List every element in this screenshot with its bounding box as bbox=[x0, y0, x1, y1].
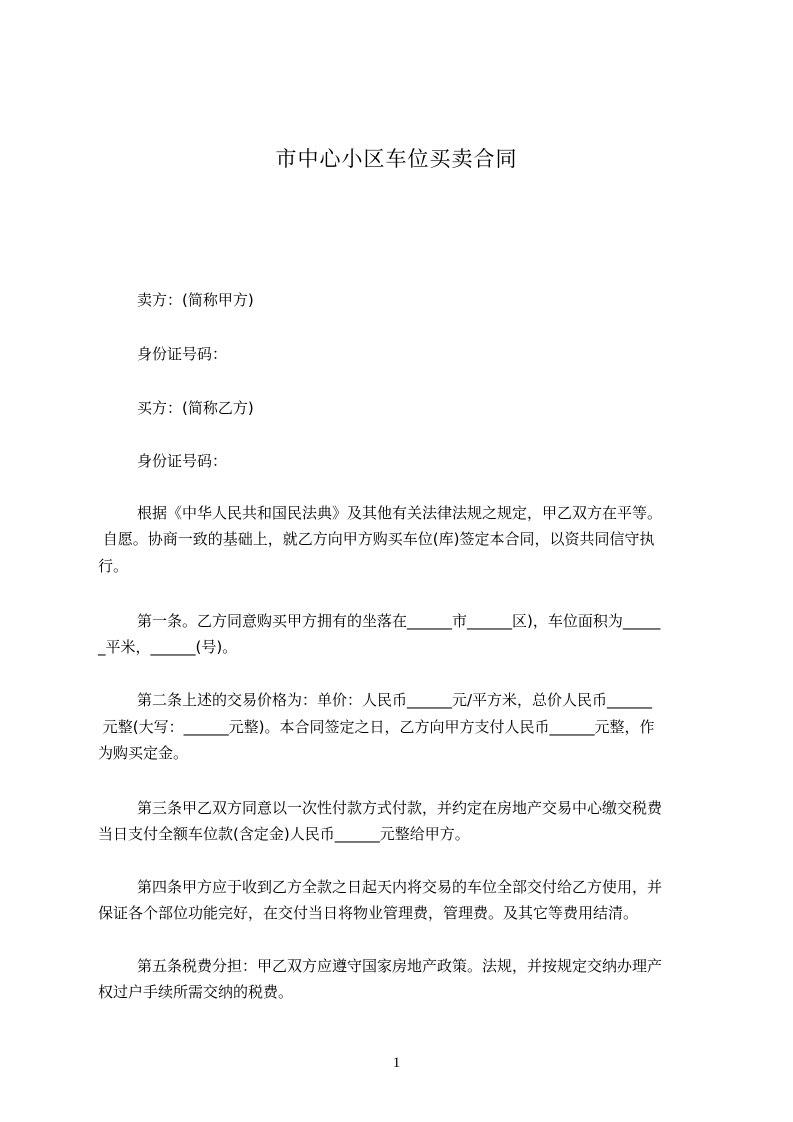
paragraph-line: 元整(大写：______元整)。本合同签定之日，乙方向甲方支付人民币______元整，作 bbox=[98, 718, 655, 736]
paragraph-line: 第二条上述的交易价格为：单价：人民币______元/平方米，总价人民币______ bbox=[137, 691, 653, 709]
paragraph-line: 第五条税费分担：甲乙双方应遵守国家房地产政策。法规，并按规定交纳办理产 bbox=[137, 957, 663, 975]
paragraph-line: 行。 bbox=[98, 557, 129, 575]
paragraph-line: 权过户手续所需交纳的税费。 bbox=[98, 983, 294, 1001]
seller-id-field: 身份证号码： bbox=[137, 345, 228, 363]
paragraph-line: 保证各个部位功能完好，在交付当日将物业管理费，管理费。及其它等费用结清。 bbox=[98, 904, 639, 922]
buyer-id-field: 身份证号码： bbox=[137, 452, 228, 470]
paragraph-line: 第一条。乙方同意购买甲方拥有的坐落在______市______区)，车位面积为_____ bbox=[137, 612, 661, 630]
paragraph-line: 为购买定金。 bbox=[98, 744, 189, 762]
buyer-field: 买方：(简称乙方) bbox=[137, 399, 254, 417]
paragraph-line: 当日支付全额车位款(含定金)人民币______元整给甲方。 bbox=[98, 825, 470, 843]
seller-field: 卖方：(简称甲方) bbox=[137, 291, 254, 309]
paragraph-line: 自愿。协商一致的基础上，就乙方向甲方购买车位(库)签定本合同，以资共同信守执 bbox=[98, 530, 655, 548]
paragraph-line: 第四条甲方应于收到乙方全款之日起天内将交易的车位全部交付给乙方使用，并 bbox=[137, 878, 663, 896]
paragraph-line: _平米，______(号)。 bbox=[98, 638, 238, 656]
page-number: 1 bbox=[392, 1055, 401, 1071]
document-title: 市中心小区车位买卖合同 bbox=[275, 147, 518, 171]
paragraph-line: 第三条甲乙双方同意以一次性付款方式付款，并约定在房地产交易中心缴交税费 bbox=[137, 799, 663, 817]
paragraph-line: 根据《中华人民共和国民法典》及其他有关法律法规之规定，甲乙双方在平等。 bbox=[137, 504, 663, 522]
